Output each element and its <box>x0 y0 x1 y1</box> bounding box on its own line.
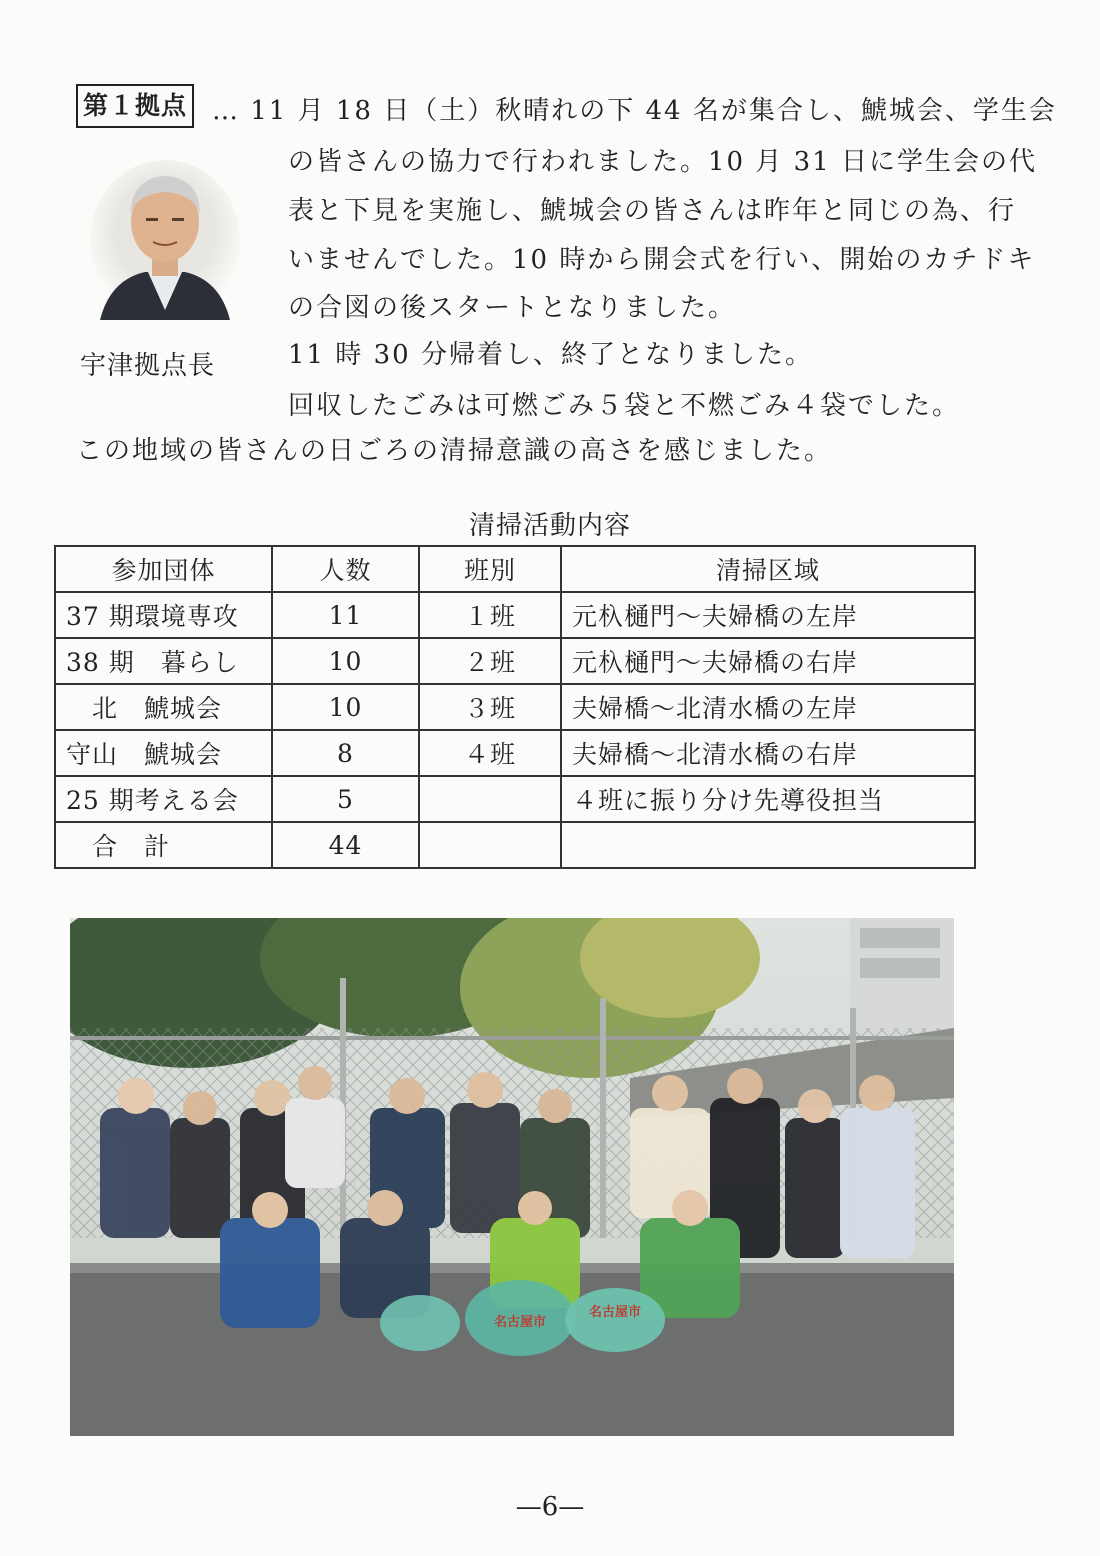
cell-total-label: 合 計 <box>55 822 272 868</box>
cell-count: 5 <box>272 776 419 822</box>
table-title: 清掃活動内容 <box>468 511 631 541</box>
cell-count: 10 <box>272 684 419 730</box>
activity-table <box>54 545 976 869</box>
page-number: —6— <box>515 1492 585 1522</box>
group-photo <box>70 918 954 1436</box>
cell-area <box>561 822 975 868</box>
bag-label: 名古屋市 <box>588 1304 642 1319</box>
header-group: 参加団体 <box>55 546 272 592</box>
table-total-row <box>55 822 975 868</box>
text-line: 回収したごみは可燃ごみ５袋と不燃ごみ４袋でした。 <box>288 391 961 421</box>
text-line: 表と下見を実施し、鯱城会の皆さんは昨年と同じの為、行 <box>288 196 1017 226</box>
header-area: 清掃区域 <box>561 546 975 592</box>
header-count: 人数 <box>272 546 419 592</box>
portrait-caption: 宇津拠点長 <box>80 351 216 381</box>
cell-team: １班 <box>419 592 561 638</box>
cell-area: 夫婦橋～北清水橋の左岸 <box>561 684 975 730</box>
cell-team: ３班 <box>419 684 561 730</box>
text-line: いませんでした。10 時から開会式を行い、開始のカチドキ <box>288 245 1036 275</box>
bag-label: 名古屋市 <box>493 1314 547 1329</box>
table-row <box>55 592 975 638</box>
text-line: … 11 月 18 日（土）秋晴れの下 44 名が集合し、鯱城会、学生会 <box>212 96 1057 126</box>
text-line: 11 時 30 分帰着し、終了となりました。 <box>288 340 813 370</box>
cell-count: 11 <box>272 592 419 638</box>
text-line: の皆さんの協力で行われました。10 月 31 日に学生会の代 <box>288 147 1037 177</box>
cell-team: ２班 <box>419 638 561 684</box>
base-label: 第１拠点 <box>76 84 194 128</box>
table-row <box>55 684 975 730</box>
header-team: 班別 <box>419 546 561 592</box>
cell-group: 北 鯱城会 <box>55 684 272 730</box>
cell-team <box>419 776 561 822</box>
cell-count: 10 <box>272 638 419 684</box>
cell-team <box>419 822 561 868</box>
cell-total-count: 44 <box>272 822 419 868</box>
text-line: この地域の皆さんの日ごろの清掃意識の高さを感じました。 <box>76 436 833 466</box>
table-header-row <box>55 546 975 592</box>
portrait-photo <box>90 160 240 320</box>
table-row <box>55 638 975 684</box>
cell-count: 8 <box>272 730 419 776</box>
table-row <box>55 776 975 822</box>
cell-group: 守山 鯱城会 <box>55 730 272 776</box>
cell-area: 夫婦橋～北清水橋の右岸 <box>561 730 975 776</box>
cell-group: 37 期環境専攻 <box>55 592 272 638</box>
cell-area: ４班に振り分け先導役担当 <box>561 776 975 822</box>
text-line: の合図の後スタートとなりました。 <box>288 293 737 323</box>
cell-group: 25 期考える会 <box>55 776 272 822</box>
cell-area: 元杁樋門～夫婦橋の右岸 <box>561 638 975 684</box>
cell-group: 38 期 暮らし <box>55 638 272 684</box>
cell-area: 元杁樋門～夫婦橋の左岸 <box>561 592 975 638</box>
cell-team: ４班 <box>419 730 561 776</box>
table-row <box>55 730 975 776</box>
